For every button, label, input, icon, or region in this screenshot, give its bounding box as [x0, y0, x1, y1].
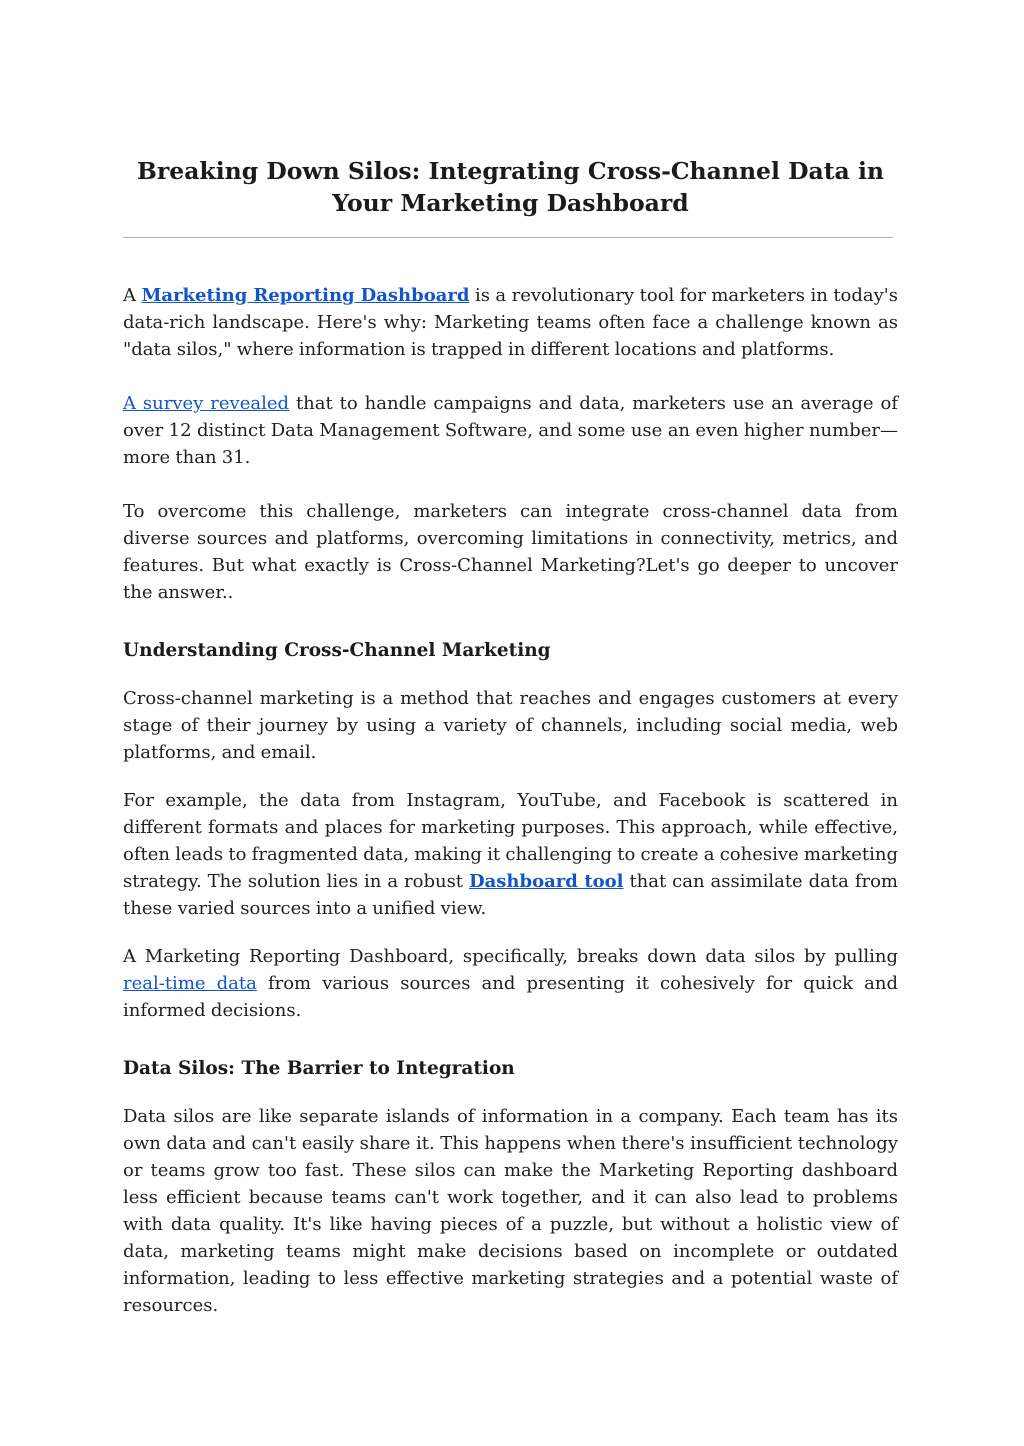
- overcome-paragraph: To overcome this challenge, marketers can integrate cross-channel data from diverse sources and platforms, overcoming limitations in connectivity, metrics, and features. But what exactly is Cross-Channel Marketing?Let's go deeper to uncover the answer..: [123, 501, 898, 603]
- intro-suffix: is a revolutionary tool for marketers in today's data-rich landscape. Here's why: Marketing teams often face a challenge known as "data silos," where information is trapped in different locations and platforms.: [123, 285, 898, 360]
- document-title: Breaking Down Silos: Integrating Cross-Channel Data in Your Marketing Dashboard: [137, 157, 884, 217]
- cross-channel-paragraph: Cross-channel marketing is a method that reaches and engages customers at every stage of their journey by using a variety of channels, including social media, web platforms, and email.: [123, 688, 898, 763]
- dashboard-tool-link[interactable]: Dashboard tool: [469, 871, 624, 892]
- data-silos-paragraph: Data silos are like separate islands of information in a company. Each team has its own data and can't easily share it. This happens when there's insufficient technology or teams grow too fast. These silos can make the Marketing Reporting dashboard less efficient because teams can't work together, and it can also lead to problems with data quality. It's like having pieces of a puzzle, but without a holistic view of data, marketing teams might make decisions based on incomplete or outdated information, leading to less effective marketing strategies and a potential waste of resources.: [123, 1106, 898, 1316]
- example-paragraph: [123, 787, 898, 922]
- title-divider: [123, 237, 893, 238]
- section-heading-data-silos: Data Silos: The Barrier to Integration: [123, 1058, 515, 1079]
- dashboard-paragraph: [123, 943, 898, 1024]
- intro-paragraph: [123, 282, 898, 363]
- marketing-reporting-dashboard-link[interactable]: Marketing Reporting Dashboard: [141, 285, 470, 306]
- intro-prefix: A: [123, 285, 142, 306]
- survey-paragraph: [123, 390, 898, 471]
- dashboard-prefix: A Marketing Reporting Dashboard, specifically, breaks down data silos by pulling: [123, 946, 898, 967]
- example-suffix: that can assimilate data from these varied sources into a unified view.: [123, 871, 899, 919]
- survey-revealed-link[interactable]: A survey revealed: [123, 393, 290, 414]
- dashboard-suffix: from various sources and presenting it cohesively for quick and informed decisions.: [123, 973, 899, 1021]
- example-prefix: For example, the data from Instagram, YouTube, and Facebook is scattered in different formats and places for marketing purposes. This approach, while effective, often leads to fragmented data, making it challenging to create a cohesive marketing strategy. The solution lies in a robust: [123, 790, 898, 892]
- real-time-data-link[interactable]: real-time data: [123, 973, 257, 994]
- document-page: [123, 0, 898, 1319]
- survey-suffix: that to handle campaigns and data, marketers use an average of over 12 distinct Data Management Software, and some use an even higher number—more than 31.: [123, 393, 898, 468]
- section-heading-cross-channel: Understanding Cross-Channel Marketing: [123, 640, 551, 661]
